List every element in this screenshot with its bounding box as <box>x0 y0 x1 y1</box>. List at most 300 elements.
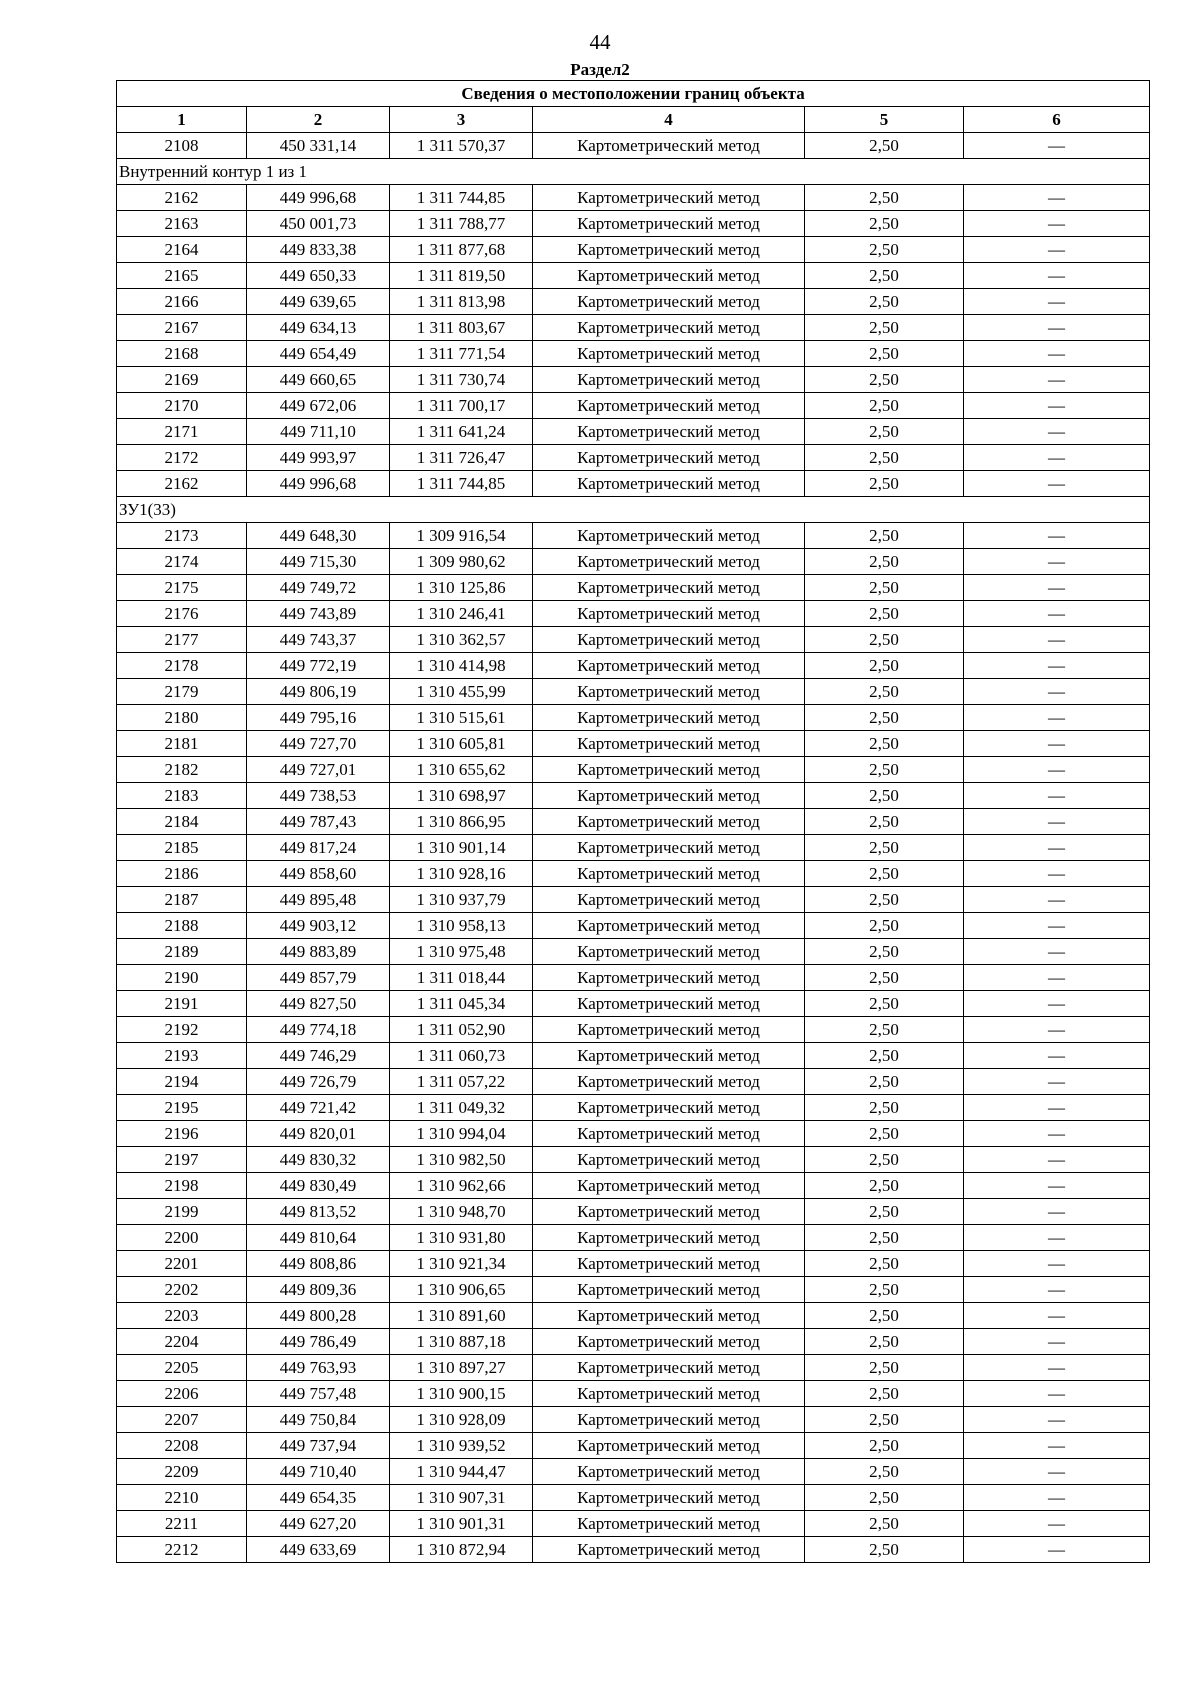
description-cell: — <box>964 367 1150 393</box>
x-coordinate-cell: 449 650,33 <box>247 263 390 289</box>
point-number-cell: 2163 <box>117 211 247 237</box>
accuracy-cell: 2,50 <box>805 185 964 211</box>
y-coordinate-cell: 1 310 900,15 <box>390 1381 533 1407</box>
x-coordinate-cell: 449 809,36 <box>247 1277 390 1303</box>
point-number-cell: 2108 <box>117 133 247 159</box>
accuracy-cell: 2,50 <box>805 991 964 1017</box>
method-cell: Картометрический метод <box>533 237 805 263</box>
method-cell: Картометрический метод <box>533 315 805 341</box>
point-number-cell: 2203 <box>117 1303 247 1329</box>
y-coordinate-cell: 1 310 982,50 <box>390 1147 533 1173</box>
accuracy-cell: 2,50 <box>805 263 964 289</box>
description-cell: — <box>964 887 1150 913</box>
table-row <box>117 1017 1150 1043</box>
accuracy-cell: 2,50 <box>805 1303 964 1329</box>
description-cell: — <box>964 679 1150 705</box>
point-number-cell: 2200 <box>117 1225 247 1251</box>
method-cell: Картометрический метод <box>533 965 805 991</box>
column-number: 2 <box>247 107 390 133</box>
boundary-coordinates-table <box>116 80 1150 1563</box>
method-cell: Картометрический метод <box>533 1459 805 1485</box>
accuracy-cell: 2,50 <box>805 679 964 705</box>
y-coordinate-cell: 1 310 362,57 <box>390 627 533 653</box>
point-number-cell: 2202 <box>117 1277 247 1303</box>
point-number-cell: 2211 <box>117 1511 247 1537</box>
accuracy-cell: 2,50 <box>805 835 964 861</box>
point-number-cell: 2197 <box>117 1147 247 1173</box>
y-coordinate-cell: 1 310 921,34 <box>390 1251 533 1277</box>
description-cell: — <box>964 1095 1150 1121</box>
point-number-cell: 2185 <box>117 835 247 861</box>
column-number: 5 <box>805 107 964 133</box>
y-coordinate-cell: 1 311 057,22 <box>390 1069 533 1095</box>
y-coordinate-cell: 1 310 939,52 <box>390 1433 533 1459</box>
accuracy-cell: 2,50 <box>805 1485 964 1511</box>
x-coordinate-cell: 449 830,49 <box>247 1173 390 1199</box>
method-cell: Картометрический метод <box>533 991 805 1017</box>
method-cell: Картометрический метод <box>533 1095 805 1121</box>
y-coordinate-cell: 1 310 906,65 <box>390 1277 533 1303</box>
table-title-row <box>117 81 1150 107</box>
y-coordinate-cell: 1 310 515,61 <box>390 705 533 731</box>
method-cell: Картометрический метод <box>533 887 805 913</box>
point-number-cell: 2181 <box>117 731 247 757</box>
point-number-cell: 2179 <box>117 679 247 705</box>
accuracy-cell: 2,50 <box>805 809 964 835</box>
description-cell: — <box>964 211 1150 237</box>
x-coordinate-cell: 449 883,89 <box>247 939 390 965</box>
y-coordinate-cell: 1 311 744,85 <box>390 471 533 497</box>
table-row <box>117 445 1150 471</box>
accuracy-cell: 2,50 <box>805 783 964 809</box>
description-cell: — <box>964 315 1150 341</box>
point-number-cell: 2201 <box>117 1251 247 1277</box>
y-coordinate-cell: 1 311 060,73 <box>390 1043 533 1069</box>
y-coordinate-cell: 1 309 980,62 <box>390 549 533 575</box>
point-number-cell: 2205 <box>117 1355 247 1381</box>
table-row <box>117 185 1150 211</box>
x-coordinate-cell: 449 772,19 <box>247 653 390 679</box>
method-cell: Картометрический метод <box>533 1043 805 1069</box>
method-cell: Картометрический метод <box>533 1511 805 1537</box>
method-cell: Картометрический метод <box>533 861 805 887</box>
description-cell: — <box>964 913 1150 939</box>
method-cell: Картометрический метод <box>533 289 805 315</box>
x-coordinate-cell: 449 806,19 <box>247 679 390 705</box>
contour-group-label: ЗУ1(33) <box>117 497 1150 523</box>
method-cell: Картометрический метод <box>533 705 805 731</box>
method-cell: Картометрический метод <box>533 341 805 367</box>
description-cell: — <box>964 783 1150 809</box>
accuracy-cell: 2,50 <box>805 1277 964 1303</box>
accuracy-cell: 2,50 <box>805 1355 964 1381</box>
y-coordinate-cell: 1 310 937,79 <box>390 887 533 913</box>
table-row <box>117 991 1150 1017</box>
x-coordinate-cell: 449 857,79 <box>247 965 390 991</box>
description-cell: — <box>964 705 1150 731</box>
x-coordinate-cell: 449 996,68 <box>247 185 390 211</box>
x-coordinate-cell: 449 813,52 <box>247 1199 390 1225</box>
method-cell: Картометрический метод <box>533 835 805 861</box>
table-row <box>117 965 1150 991</box>
x-coordinate-cell: 449 810,64 <box>247 1225 390 1251</box>
table-row <box>117 861 1150 887</box>
y-coordinate-cell: 1 311 700,17 <box>390 393 533 419</box>
description-cell: — <box>964 1459 1150 1485</box>
table-row <box>117 1355 1150 1381</box>
x-coordinate-cell: 449 660,65 <box>247 367 390 393</box>
x-coordinate-cell: 449 808,86 <box>247 1251 390 1277</box>
description-cell: — <box>964 471 1150 497</box>
point-number-cell: 2209 <box>117 1459 247 1485</box>
point-number-cell: 2176 <box>117 601 247 627</box>
description-cell: — <box>964 1251 1150 1277</box>
x-coordinate-cell: 449 749,72 <box>247 575 390 601</box>
description-cell: — <box>964 1017 1150 1043</box>
point-number-cell: 2162 <box>117 471 247 497</box>
x-coordinate-cell: 449 817,24 <box>247 835 390 861</box>
method-cell: Картометрический метод <box>533 731 805 757</box>
method-cell: Картометрический метод <box>533 653 805 679</box>
x-coordinate-cell: 449 710,40 <box>247 1459 390 1485</box>
point-number-cell: 2178 <box>117 653 247 679</box>
x-coordinate-cell: 449 820,01 <box>247 1121 390 1147</box>
method-cell: Картометрический метод <box>533 939 805 965</box>
method-cell: Картометрический метод <box>533 1537 805 1563</box>
description-cell: — <box>964 237 1150 263</box>
y-coordinate-cell: 1 310 414,98 <box>390 653 533 679</box>
description-cell: — <box>964 809 1150 835</box>
accuracy-cell: 2,50 <box>805 965 964 991</box>
description-cell: — <box>964 419 1150 445</box>
table-row <box>117 757 1150 783</box>
y-coordinate-cell: 1 311 730,74 <box>390 367 533 393</box>
y-coordinate-cell: 1 310 931,80 <box>390 1225 533 1251</box>
point-number-cell: 2189 <box>117 939 247 965</box>
y-coordinate-cell: 1 311 641,24 <box>390 419 533 445</box>
x-coordinate-cell: 449 654,35 <box>247 1485 390 1511</box>
x-coordinate-cell: 449 763,93 <box>247 1355 390 1381</box>
method-cell: Картометрический метод <box>533 1355 805 1381</box>
table-row <box>117 1329 1150 1355</box>
point-number-cell: 2174 <box>117 549 247 575</box>
description-cell: — <box>964 1173 1150 1199</box>
method-cell: Картометрический метод <box>533 211 805 237</box>
column-number: 3 <box>390 107 533 133</box>
x-coordinate-cell: 449 627,20 <box>247 1511 390 1537</box>
x-coordinate-cell: 449 648,30 <box>247 523 390 549</box>
point-number-cell: 2212 <box>117 1537 247 1563</box>
accuracy-cell: 2,50 <box>805 393 964 419</box>
y-coordinate-cell: 1 310 928,09 <box>390 1407 533 1433</box>
point-number-cell: 2180 <box>117 705 247 731</box>
y-coordinate-cell: 1 311 045,34 <box>390 991 533 1017</box>
accuracy-cell: 2,50 <box>805 211 964 237</box>
table-row <box>117 1251 1150 1277</box>
table-row <box>117 705 1150 731</box>
method-cell: Картометрический метод <box>533 601 805 627</box>
y-coordinate-cell: 1 310 455,99 <box>390 679 533 705</box>
y-coordinate-cell: 1 310 962,66 <box>390 1173 533 1199</box>
method-cell: Картометрический метод <box>533 1173 805 1199</box>
table-row <box>117 1225 1150 1251</box>
description-cell: — <box>964 1121 1150 1147</box>
x-coordinate-cell: 449 672,06 <box>247 393 390 419</box>
method-cell: Картометрический метод <box>533 133 805 159</box>
accuracy-cell: 2,50 <box>805 1069 964 1095</box>
accuracy-cell: 2,50 <box>805 913 964 939</box>
x-coordinate-cell: 449 786,49 <box>247 1329 390 1355</box>
table-row <box>117 679 1150 705</box>
x-coordinate-cell: 449 795,16 <box>247 705 390 731</box>
description-cell: — <box>964 757 1150 783</box>
x-coordinate-cell: 449 726,79 <box>247 1069 390 1095</box>
point-number-cell: 2192 <box>117 1017 247 1043</box>
table-row <box>117 913 1150 939</box>
table-row <box>117 1173 1150 1199</box>
point-number-cell: 2164 <box>117 237 247 263</box>
method-cell: Картометрический метод <box>533 783 805 809</box>
column-number-row <box>117 107 1150 133</box>
description-cell: — <box>964 965 1150 991</box>
contour-group-row <box>117 159 1150 185</box>
description-cell: — <box>964 289 1150 315</box>
table-row <box>117 523 1150 549</box>
point-number-cell: 2162 <box>117 185 247 211</box>
y-coordinate-cell: 1 310 944,47 <box>390 1459 533 1485</box>
y-coordinate-cell: 1 311 052,90 <box>390 1017 533 1043</box>
x-coordinate-cell: 449 903,12 <box>247 913 390 939</box>
point-number-cell: 2165 <box>117 263 247 289</box>
description-cell: — <box>964 523 1150 549</box>
x-coordinate-cell: 449 737,94 <box>247 1433 390 1459</box>
point-number-cell: 2175 <box>117 575 247 601</box>
y-coordinate-cell: 1 311 803,67 <box>390 315 533 341</box>
accuracy-cell: 2,50 <box>805 653 964 679</box>
x-coordinate-cell: 449 715,30 <box>247 549 390 575</box>
table-row <box>117 341 1150 367</box>
accuracy-cell: 2,50 <box>805 1017 964 1043</box>
accuracy-cell: 2,50 <box>805 1147 964 1173</box>
method-cell: Картометрический метод <box>533 1017 805 1043</box>
point-number-cell: 2210 <box>117 1485 247 1511</box>
table-row <box>117 1069 1150 1095</box>
description-cell: — <box>964 1069 1150 1095</box>
description-cell: — <box>964 835 1150 861</box>
table-row <box>117 1095 1150 1121</box>
accuracy-cell: 2,50 <box>805 367 964 393</box>
description-cell: — <box>964 627 1150 653</box>
description-cell: — <box>964 1225 1150 1251</box>
description-cell: — <box>964 1043 1150 1069</box>
point-number-cell: 2186 <box>117 861 247 887</box>
method-cell: Картометрический метод <box>533 263 805 289</box>
x-coordinate-cell: 449 750,84 <box>247 1407 390 1433</box>
accuracy-cell: 2,50 <box>805 1121 964 1147</box>
x-coordinate-cell: 449 743,89 <box>247 601 390 627</box>
point-number-cell: 2207 <box>117 1407 247 1433</box>
point-number-cell: 2188 <box>117 913 247 939</box>
accuracy-cell: 2,50 <box>805 887 964 913</box>
table-row <box>117 835 1150 861</box>
description-cell: — <box>964 341 1150 367</box>
method-cell: Картометрический метод <box>533 419 805 445</box>
description-cell: — <box>964 653 1150 679</box>
y-coordinate-cell: 1 310 907,31 <box>390 1485 533 1511</box>
method-cell: Картометрический метод <box>533 1251 805 1277</box>
point-number-cell: 2196 <box>117 1121 247 1147</box>
y-coordinate-cell: 1 310 975,48 <box>390 939 533 965</box>
accuracy-cell: 2,50 <box>805 289 964 315</box>
method-cell: Картометрический метод <box>533 549 805 575</box>
point-number-cell: 2195 <box>117 1095 247 1121</box>
table-row <box>117 731 1150 757</box>
x-coordinate-cell: 449 727,70 <box>247 731 390 757</box>
table-row <box>117 1121 1150 1147</box>
point-number-cell: 2187 <box>117 887 247 913</box>
method-cell: Картометрический метод <box>533 185 805 211</box>
table-row <box>117 1511 1150 1537</box>
point-number-cell: 2169 <box>117 367 247 393</box>
point-number-cell: 2184 <box>117 809 247 835</box>
y-coordinate-cell: 1 310 994,04 <box>390 1121 533 1147</box>
table-row <box>117 315 1150 341</box>
x-coordinate-cell: 449 774,18 <box>247 1017 390 1043</box>
table-row <box>117 887 1150 913</box>
method-cell: Картометрический метод <box>533 1433 805 1459</box>
x-coordinate-cell: 449 895,48 <box>247 887 390 913</box>
table-row <box>117 809 1150 835</box>
method-cell: Картометрический метод <box>533 809 805 835</box>
x-coordinate-cell: 449 858,60 <box>247 861 390 887</box>
method-cell: Картометрический метод <box>533 913 805 939</box>
description-cell: — <box>964 575 1150 601</box>
method-cell: Картометрический метод <box>533 523 805 549</box>
accuracy-cell: 2,50 <box>805 939 964 965</box>
column-number: 6 <box>964 107 1150 133</box>
x-coordinate-cell: 449 830,32 <box>247 1147 390 1173</box>
x-coordinate-cell: 449 639,65 <box>247 289 390 315</box>
accuracy-cell: 2,50 <box>805 1173 964 1199</box>
table-row <box>117 1277 1150 1303</box>
description-cell: — <box>964 1407 1150 1433</box>
description-cell: — <box>964 1537 1150 1563</box>
accuracy-cell: 2,50 <box>805 1225 964 1251</box>
point-number-cell: 2194 <box>117 1069 247 1095</box>
accuracy-cell: 2,50 <box>805 471 964 497</box>
accuracy-cell: 2,50 <box>805 1095 964 1121</box>
table-row <box>117 263 1150 289</box>
section-title: Раздел2 <box>570 60 630 79</box>
description-cell: — <box>964 549 1150 575</box>
description-cell: — <box>964 939 1150 965</box>
y-coordinate-cell: 1 311 788,77 <box>390 211 533 237</box>
table-row <box>117 211 1150 237</box>
accuracy-cell: 2,50 <box>805 419 964 445</box>
table-row <box>117 289 1150 315</box>
table-row <box>117 575 1150 601</box>
y-coordinate-cell: 1 310 891,60 <box>390 1303 533 1329</box>
table-row <box>117 237 1150 263</box>
method-cell: Картометрический метод <box>533 1147 805 1173</box>
description-cell: — <box>964 445 1150 471</box>
method-cell: Картометрический метод <box>533 627 805 653</box>
description-cell: — <box>964 263 1150 289</box>
accuracy-cell: 2,50 <box>805 1433 964 1459</box>
table-body <box>117 133 1150 1563</box>
y-coordinate-cell: 1 310 958,13 <box>390 913 533 939</box>
point-number-cell: 2177 <box>117 627 247 653</box>
point-number-cell: 2193 <box>117 1043 247 1069</box>
table-row <box>117 471 1150 497</box>
accuracy-cell: 2,50 <box>805 1043 964 1069</box>
method-cell: Картометрический метод <box>533 1329 805 1355</box>
accuracy-cell: 2,50 <box>805 1511 964 1537</box>
point-number-cell: 2199 <box>117 1199 247 1225</box>
accuracy-cell: 2,50 <box>805 627 964 653</box>
y-coordinate-cell: 1 310 125,86 <box>390 575 533 601</box>
accuracy-cell: 2,50 <box>805 1537 964 1563</box>
method-cell: Картометрический метод <box>533 757 805 783</box>
y-coordinate-cell: 1 310 928,16 <box>390 861 533 887</box>
y-coordinate-cell: 1 310 901,14 <box>390 835 533 861</box>
accuracy-cell: 2,50 <box>805 523 964 549</box>
method-cell: Картометрический метод <box>533 393 805 419</box>
y-coordinate-cell: 1 311 819,50 <box>390 263 533 289</box>
y-coordinate-cell: 1 310 872,94 <box>390 1537 533 1563</box>
point-number-cell: 2204 <box>117 1329 247 1355</box>
y-coordinate-cell: 1 310 887,18 <box>390 1329 533 1355</box>
description-cell: — <box>964 1511 1150 1537</box>
x-coordinate-cell: 449 993,97 <box>247 445 390 471</box>
description-cell: — <box>964 1485 1150 1511</box>
description-cell: — <box>964 991 1150 1017</box>
x-coordinate-cell: 450 001,73 <box>247 211 390 237</box>
table-row <box>117 133 1150 159</box>
accuracy-cell: 2,50 <box>805 1329 964 1355</box>
table-row <box>117 367 1150 393</box>
y-coordinate-cell: 1 311 744,85 <box>390 185 533 211</box>
accuracy-cell: 2,50 <box>805 341 964 367</box>
point-number-cell: 2173 <box>117 523 247 549</box>
accuracy-cell: 2,50 <box>805 731 964 757</box>
y-coordinate-cell: 1 311 771,54 <box>390 341 533 367</box>
method-cell: Картометрический метод <box>533 1069 805 1095</box>
accuracy-cell: 2,50 <box>805 315 964 341</box>
y-coordinate-cell: 1 310 605,81 <box>390 731 533 757</box>
table-row <box>117 419 1150 445</box>
description-cell: — <box>964 133 1150 159</box>
y-coordinate-cell: 1 311 813,98 <box>390 289 533 315</box>
description-cell: — <box>964 1355 1150 1381</box>
y-coordinate-cell: 1 311 570,37 <box>390 133 533 159</box>
y-coordinate-cell: 1 310 246,41 <box>390 601 533 627</box>
accuracy-cell: 2,50 <box>805 237 964 263</box>
accuracy-cell: 2,50 <box>805 549 964 575</box>
x-coordinate-cell: 449 743,37 <box>247 627 390 653</box>
y-coordinate-cell: 1 310 897,27 <box>390 1355 533 1381</box>
table-row <box>117 549 1150 575</box>
point-number-cell: 2206 <box>117 1381 247 1407</box>
table-row <box>117 1381 1150 1407</box>
method-cell: Картометрический метод <box>533 1225 805 1251</box>
page-number: 44 <box>589 30 611 54</box>
method-cell: Картометрический метод <box>533 1277 805 1303</box>
table-row <box>117 1199 1150 1225</box>
description-cell: — <box>964 1199 1150 1225</box>
x-coordinate-cell: 449 721,42 <box>247 1095 390 1121</box>
accuracy-cell: 2,50 <box>805 1199 964 1225</box>
